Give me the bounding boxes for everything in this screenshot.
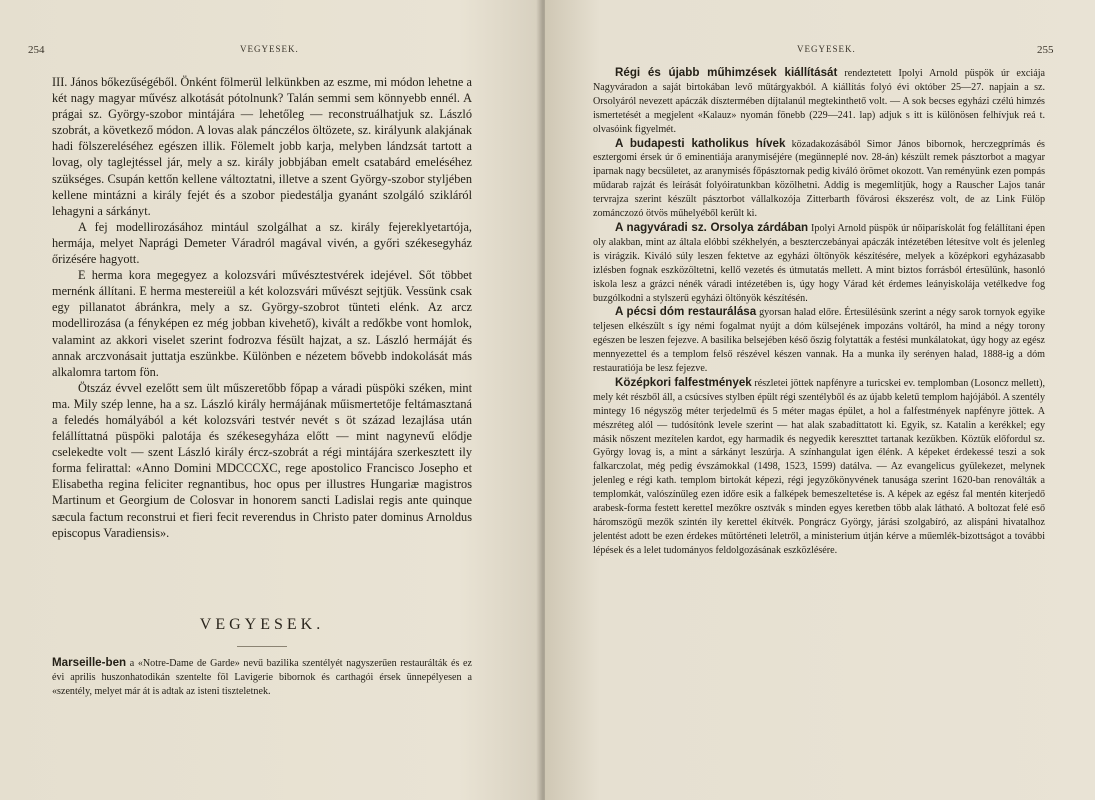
news-item bbox=[593, 221, 1045, 305]
section-divider bbox=[237, 646, 287, 647]
news-lead: Marseille-ben bbox=[52, 656, 127, 669]
left-page bbox=[0, 0, 540, 800]
news-item bbox=[593, 66, 1045, 137]
news-text: rendeztetett Ipolyi Arnold püspök úr exciája Nagyváradon a saját birtokában levő műtárgyakból. A kiállítás folyó évi október 25—27. napjain a sz. Orsolyáról nevezett apáczák dísztermében díjtalanúl megtekinthető volt. — A sok becses egyházi czélú himzés ismertetését a megjelent «Kalauz» nyomán fönebb (229—241. lap) adjuk s itt is különösen felhívjuk reá t. olvasóink figyelmét. bbox=[593, 68, 1045, 135]
left-body-text bbox=[52, 74, 472, 541]
news-lead: A pécsi dóm restaurálása bbox=[615, 305, 757, 319]
paragraph: E herma kora megegyez a kolozsvári művésztestvérek idejével. Sőt többet mernénk állítani. E herma mestereiül a két kolozsvári művészt sejtjük. Vessünk csak egy pillanatot ábránkra, mely a sz. György-szobrot tünteti elénk. Az arcz modellirozása (a fényképen ez még jobban kivehető), kivált a redőkbe vont homlok, valamint az akkori viselet szerint fodrozva fésült hajzat, a sz. László hermáját és annak arczvonásait juttatja eszünkbe. Különben e nézetem bővebb indokolását más alkalomra tartom fön. bbox=[52, 268, 472, 379]
news-text: Ipolyi Arnold püspök úr nőiparískolát fog felállítani épen oly alakban, mint az általa elóbbi székhelyén, a beszterczebányai apáczák intézetében létesítve volt és jelenleg is virágzik. Kiváló súly leszen fektetve az egyházi öltönyök készítésére, melyek a középkori egyházasabb izlésben fognak eszközöltetni, kellő vezetés és útmutatás mellett. A mint biztos forrásból értesülünk, hasonló iskola lesz a grázci nénék váradi intézetében is, úgy hogy Várad két érdemes leányiskolája vetélkedve fog buzgólkodni a stylszerű egyházi öltönyök készítésén. bbox=[593, 222, 1045, 304]
section-title: VEGYESEK. bbox=[199, 616, 325, 633]
news-item-marseille bbox=[52, 656, 472, 699]
news-lead: A budapesti katholikus hívek bbox=[615, 136, 786, 150]
news-lead: Régi és újabb műhimzések kiállítását bbox=[615, 66, 838, 79]
right-running-header: VEGYESEK. bbox=[797, 44, 856, 54]
news-item bbox=[593, 305, 1045, 376]
news-text: a «Notre-Dame de Garde» nevű bazilika szentélyét nagyszerűen restaurálták és ez évi aprilis huszonhatodikán szentelte föl Lavigerie bibornok és carthagói érsek ünnepélyesen a «szentély, melyet már át is adtak az isteni tiszteletnek. bbox=[52, 658, 472, 697]
left-page-number: 254 bbox=[28, 44, 45, 56]
paragraph: III. János bőkezűségéből. Önként fölmerül lelkünkben az eszme, mi módon lehetne a két nagy magyar művész alkotását pótolnunk? Talán semmi sem könnyebb ennél. A prágai sz. György-szobor mintájára — lehetőleg — reconstruálhatjuk sz. László szobrát, a következő módon. A lovas alak pánczélos öltözete, sz. királyunk alakjának hadi fölszereléséhez egészen illik. Fölemelt jobb karja, melyben lándzsát tartott a lovag, oly taglejtéssel jár, mely a sz. király jobbjában emelt csatabárd emeléséhez szükséges. Csupán kettőn kellene változtatni, illetve a szent György-szobor stylјében kellene mintázni a király fejét és a szobor piedestálja gyanánt szolgáló szikláról lehagyni a sárkányt. bbox=[52, 75, 472, 218]
paragraph: Ötszáz évvel ezelőtt sem ült műszeretőbb főpap a váradi püspöki széken, mint ma. Mily szép lenne, ha a sz. László király hermájának műismertetője feltámasztaná a feledés homályából a két kolozsvári testvér nevét s öt század lezajlása után felállíttatná püspöki palotája és székesegyháza előtt — mint nagynevű elődje cselekedte volt — szent László király ércz-szobrát a régi mintájára szerkesztett ily forma felirattal: «Anno Domini MDCCCXC, rege apostolico Francisco Josepho et Elisabetha regina feliciter regnantibus, hoc opus per illustres Hungariæ magistros Martinum et Georgium de Colosvar in honorem sancti Ladislai regis ante quinque sæcula factum reconstrui et fieri fecit reverendus in Christo pater dominus Arnoldus episcopus Varadiensis». bbox=[52, 380, 472, 540]
paragraph: A fej modellirozásához mintául szolgálhat a sz. király fejereklyetartója, hermája, melyet Naprági Demeter Váradról magával vivén, a győri székesegyház őrizésére hagyott. bbox=[52, 219, 472, 267]
right-page bbox=[545, 0, 1095, 800]
right-page-number: 255 bbox=[1037, 44, 1054, 56]
news-text: részletei jöttek napfényre a turicskei ev. templomban (Losoncz mellett), mely két részből áll, a csúcsíves stylben épült régi szentélyből és az újabb keletű templom hajójából. A szentély mintegy 16 négyszög méter terjedelmű és 5 méter magas épület, a hol a falfestmények napfényre jöttek. A mészréteg alól — tudósítónk levele szerint — hat alak szabadíttatott ki. Egyik, sz. Katalin a kerékkel; egy másik nőszent mezítelen kardot, egy harmadik és negyedik kereszttet tartanak kezükben. Köztük előfordul sz. György lovag is, a mint a sárkányt leszúrja. A színhangulat igen élénk. A képeket érdekessé teszi a sok falkarczolat, még pedig évszámokkal (1498, 1523, 1599) datálva. — Az evangelicus gyülekezet, melynek jelenleg e régi kath. templom birtokát képezi, régi jegyzőkönyvének tanusága szerint 1620-ban renoválták a templomkát, valószínűleg ezen időre esik a falképek bemeszeltetése is. A képek az egész fal mentén kiterjedő arabesk-forma festett keretteI mezőkre osztvák s minden egyes keretben több alak látható. A boltozat felé eső háromszögű mezők szintén ily kerettel ékítvék. Pongrácz György, járási szolgabíró, az alispáni hivatalhoz jelentést adott be ezen érdekes műtörténeti leletről, a ministerium útján kérve a műemlék-bizottságot a további lépések és a lelet tudományos feldolgozásának eszközlésére. bbox=[593, 377, 1045, 556]
news-item bbox=[593, 376, 1045, 558]
right-body-text bbox=[593, 66, 1045, 558]
news-lead: Középkori falfestmények bbox=[615, 375, 752, 389]
left-running-header: VEGYESEK. bbox=[240, 44, 299, 54]
news-text: gyorsan halad előre. Értesülésünk szerint a négy sarok tornyok egyike teljesen elkészült s így némi fogalmat nyújt a dóm külsejének impozáns voltáról, ha mind a négy torony egészen be leszen fejezve. A basilika belsejében késő őszig folytatták a festési munkálatokat, úgy hogy az egész mennyezettel és a templom felső részével készen vannak. Ha a munka ily serényen halad, 1888-ig a dóm restauratiója be lesz fejezve. bbox=[593, 307, 1045, 375]
news-lead: A nagyváradi sz. Orsolya zárdában bbox=[615, 220, 809, 234]
news-text: közadakozásából Simor János bibornok, herczegprímás és esztergomi érsek úr ő eminentiája aranymiséjére (megünneplé nov. 28-án) készült remek pásztorbot a magyar iparnak nagy becsületet, az aranymisés főpásztornak pedig kiváló örömet okozott. Van reményünk ezen pompás műdarab rajzát és leírását folyóiratunkban közölhetni. Addig is megemlítjük, hogy a Rauscher Lajos tanár tervrajza szerint készült pásztorbot vállalkozója Zitterbarth fővárosi ékszerész volt, de az Link Fülöp zománczozó ötvös műhelyéből került ki. bbox=[593, 138, 1045, 220]
news-item bbox=[593, 137, 1045, 221]
